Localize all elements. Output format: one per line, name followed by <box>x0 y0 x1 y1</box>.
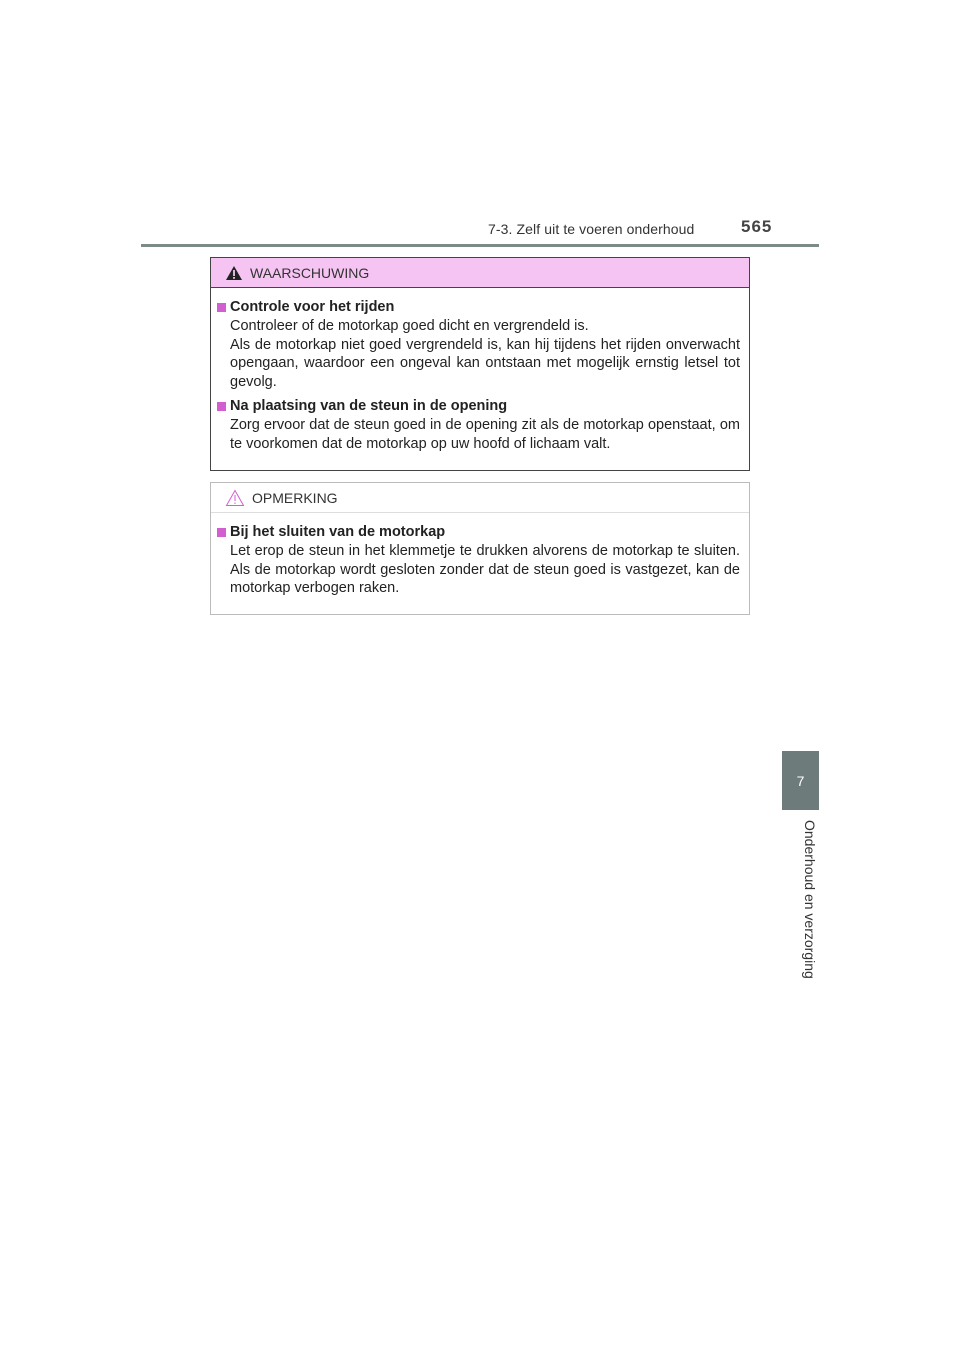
warning-item-title: Controle voor het rijden <box>230 299 395 315</box>
warning-item <box>217 298 740 391</box>
header-rule <box>141 244 819 247</box>
warning-item <box>217 397 740 453</box>
chapter-title: Onderhoud en verzorging <box>802 820 818 979</box>
notice-item-title: Bij het sluiten van de motorkap <box>230 524 446 540</box>
chapter-tab: 7 <box>782 751 819 810</box>
section-title: 7-3. Zelf uit te voeren onderhoud <box>488 221 695 237</box>
warning-triangle-outline-icon <box>225 489 245 507</box>
notice-box <box>210 482 750 615</box>
notice-item <box>217 523 740 598</box>
warning-title: WAARSCHUWING <box>250 264 370 281</box>
warning-item-text: Controleer of de motorkap goed dicht en vergrendeld is. <box>230 318 589 334</box>
notice-header <box>211 483 749 513</box>
warning-box <box>210 257 750 471</box>
warning-item-title: Na plaatsing van de steun in de opening <box>230 398 508 414</box>
bullet-square-icon <box>217 303 226 312</box>
page-number: 565 <box>741 217 773 236</box>
notice-title: OPMERKING <box>252 489 338 506</box>
bullet-square-icon <box>217 402 226 411</box>
warning-triangle-filled-icon <box>225 265 243 281</box>
warning-header <box>211 258 749 288</box>
bullet-square-icon <box>217 528 226 537</box>
notice-item-text: Let erop de steun in het klemmetje te drukken alvorens de motorkap te sluiten. Als de motorkap wordt gesloten zonder dat de steun goed is vastgezet, kan de motorkap verbogen raken. <box>230 543 740 596</box>
warning-item-text: Zorg ervoor dat de steun goed in de opening zit als de motorkap openstaat, om te voorkomen dat de motorkap op uw hoofd of lichaam valt. <box>230 417 740 452</box>
warning-item-text: Als de motorkap niet goed vergrendeld is, kan hij tijdens het rijden onverwacht opengaan, waardoor een ongeval kan ontstaan met mogelijk ernstig letsel tot gevolg. <box>230 336 740 390</box>
